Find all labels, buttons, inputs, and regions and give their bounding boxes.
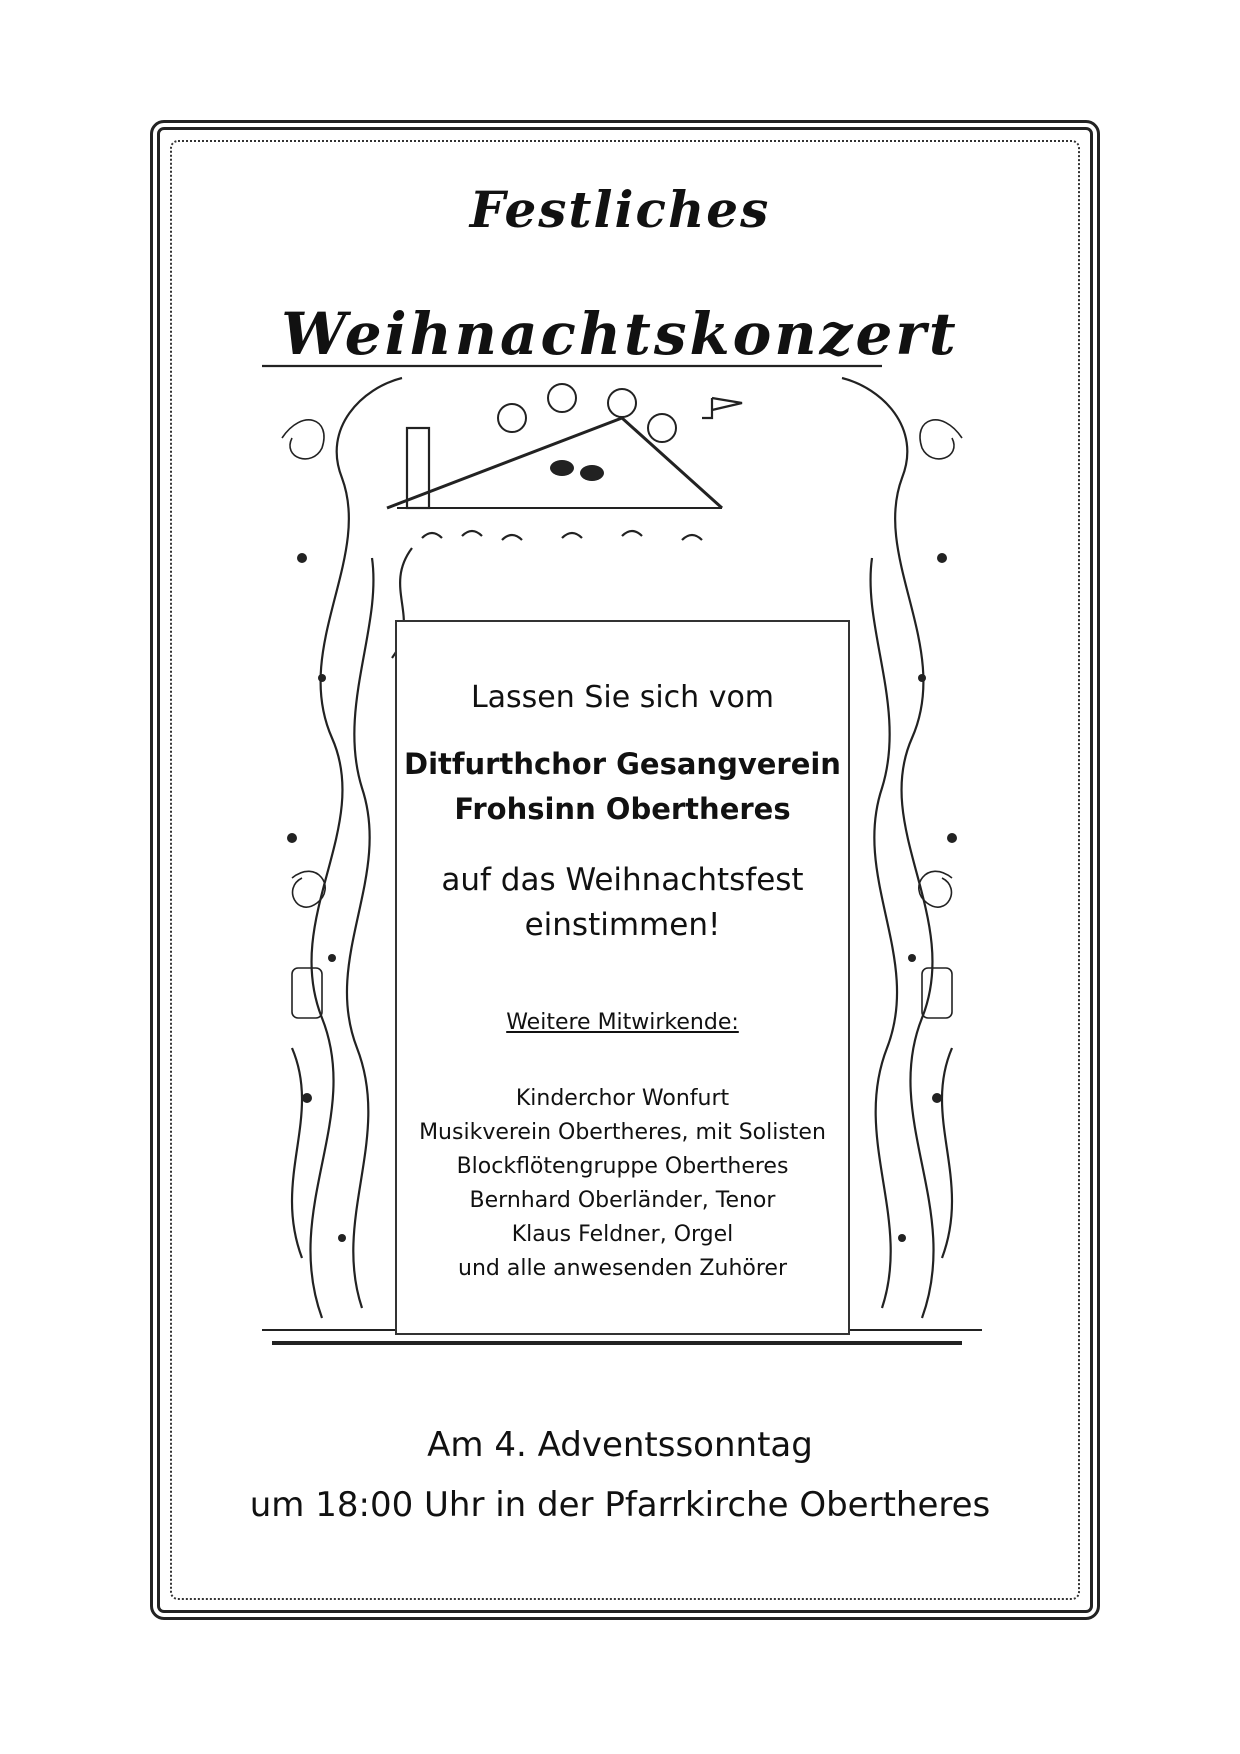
intro-lead: Lassen Sie sich vom [470, 680, 775, 715]
performer-item: Blockflötengruppe Obertheres [456, 1154, 789, 1179]
concert-text-panel [395, 620, 850, 1335]
choir-name-line-2: Frohsinn Obertheres [454, 792, 791, 826]
choir-name-line-1: Ditfurthchor Gesangverein [404, 747, 841, 781]
performer-item: Musikverein Obertheres, mit Solisten [419, 1120, 826, 1145]
event-time-place: um 18:00 Uhr in der Pfarrkirche Obertheres [249, 1485, 991, 1525]
performers-heading: Weitere Mitwirkende: [506, 1010, 739, 1035]
intro-closing-line-1: auf das Weihnachtsfest [441, 862, 804, 898]
performer-item: Klaus Feldner, Orgel [511, 1222, 734, 1247]
intro-closing-line-2: einstimmen! [524, 907, 721, 943]
event-date: Am 4. Adventssonntag [427, 1425, 813, 1465]
title-line-2: Weihnachtskonzert [281, 300, 959, 368]
performer-item: und alle anwesenden Zuhörer [458, 1256, 787, 1281]
performer-item: Bernhard Oberländer, Tenor [469, 1188, 776, 1213]
performers-list [397, 1082, 848, 1286]
title-line-1: Festliches [469, 180, 771, 239]
performer-item: Kinderchor Wonfurt [515, 1086, 730, 1111]
